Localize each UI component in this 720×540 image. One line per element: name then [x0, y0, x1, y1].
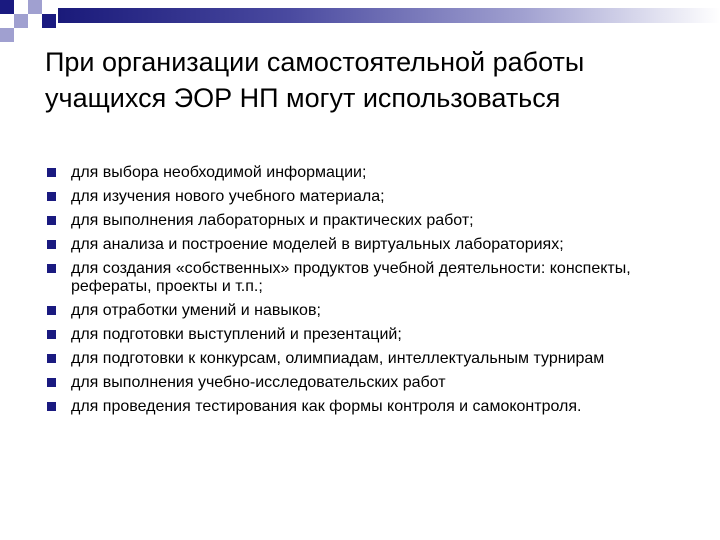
bullet-text: для выполнения лабораторных и практических работ; [71, 212, 474, 229]
bullet-item [47, 302, 697, 320]
gradient-band [58, 8, 720, 23]
decor-square [42, 0, 56, 14]
square-bullet-icon [47, 192, 56, 201]
square-bullet-icon [47, 378, 56, 387]
bullet-item [47, 236, 697, 254]
bullet-item [47, 188, 697, 206]
decor-square [28, 14, 42, 28]
bullet-item [47, 326, 697, 344]
bullet-item [47, 350, 697, 368]
square-bullet-icon [47, 216, 56, 225]
bullet-text: для создания «собственных» продуктов учебной деятельности: конспекты, рефераты, проекты и т.п.; [71, 260, 631, 295]
bullet-list [47, 164, 697, 422]
bullet-item [47, 164, 697, 182]
decor-square [42, 14, 56, 28]
square-bullet-icon [47, 354, 56, 363]
square-bullet-icon [47, 240, 56, 249]
slide-title: При организации самостоятельной работы учащихся ЭОР НП могут использоваться [45, 47, 585, 113]
square-bullet-icon [47, 306, 56, 315]
bullet-item [47, 260, 697, 296]
decor-square [14, 14, 28, 28]
decor-square [0, 14, 14, 28]
decor-square [28, 28, 42, 42]
decor-square [28, 0, 42, 14]
square-bullet-icon [47, 330, 56, 339]
bullet-item [47, 374, 697, 392]
decor-square [14, 0, 28, 14]
bullet-text: для выбора необходимой информации; [71, 164, 367, 181]
bullet-text: для отработки умений и навыков; [71, 302, 321, 319]
bullet-text: для подготовки к конкурсам, олимпиадам, интеллектуальным турнирам [71, 350, 605, 367]
bullet-item [47, 212, 697, 230]
decor-square [0, 28, 14, 42]
decorative-header [0, 0, 720, 44]
bullet-text: для подготовки выступлений и презентаций; [71, 326, 402, 343]
decor-square [0, 0, 14, 14]
bullet-text: для выполнения учебно-исследовательских работ [71, 374, 446, 391]
decor-square [14, 28, 28, 42]
square-bullet-icon [47, 168, 56, 177]
bullet-text: для проведения тестирования как формы контроля и самоконтроля. [71, 398, 582, 415]
bullet-text: для анализа и построение моделей в виртуальных лабораториях; [71, 236, 564, 253]
square-bullet-icon [47, 264, 56, 273]
bullet-text: для изучения нового учебного материала; [71, 188, 385, 205]
square-bullet-icon [47, 402, 56, 411]
bullet-item [47, 398, 697, 416]
